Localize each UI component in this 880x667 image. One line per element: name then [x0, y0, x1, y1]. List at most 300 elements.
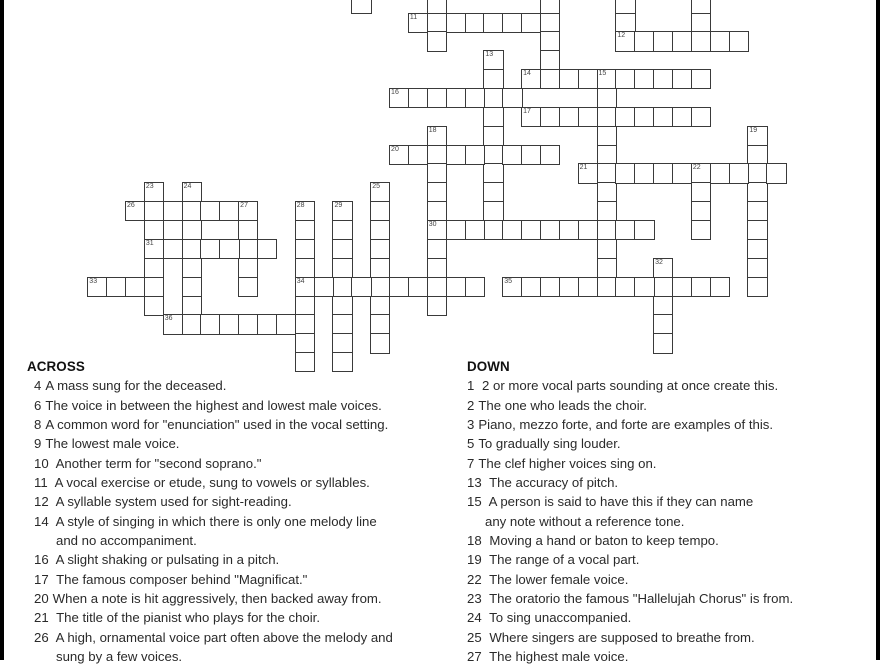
crossword-cell[interactable] [521, 13, 541, 33]
across-clue [27, 473, 447, 492]
across-clue [27, 589, 447, 608]
crossword-cell[interactable] [540, 220, 560, 240]
crossword-cell[interactable] [427, 296, 447, 316]
down-clue [467, 492, 867, 531]
crossword-cell[interactable] [540, 69, 560, 89]
crossword-cell[interactable] [163, 239, 183, 259]
clue-number: 11 [409, 13, 418, 21]
clue-number: 22 [467, 571, 482, 587]
down-clue [467, 628, 867, 647]
clue-text: A common word for "enunciation" used in the vocal setting. [45, 417, 389, 433]
clue-number: 13 [485, 51, 494, 59]
crossword-cell[interactable] [521, 220, 541, 240]
crossword-cell[interactable] [540, 277, 560, 297]
crossword-cell[interactable] [521, 107, 541, 127]
crossword-cell[interactable] [144, 258, 164, 278]
clue-number: 27 [240, 202, 248, 210]
clue-text: Another term for "second soprano." [52, 455, 262, 471]
crossword-cell[interactable] [200, 239, 220, 259]
crossword-cell[interactable] [238, 201, 258, 221]
crossword-cell[interactable] [144, 182, 164, 202]
crossword-cell[interactable] [578, 163, 598, 183]
crossword-cell[interactable] [370, 239, 390, 259]
crossword-cell[interactable] [276, 314, 296, 334]
crossword-cell[interactable] [238, 239, 258, 259]
crossword-cell[interactable] [370, 296, 390, 316]
clue-number: 36 [164, 315, 173, 323]
crossword-cell[interactable] [144, 239, 164, 259]
crossword-cell[interactable] [615, 107, 635, 127]
crossword-cell[interactable] [540, 13, 560, 33]
clue-text: A vocal exercise or etude, sung to vowels or syllables. [51, 475, 370, 491]
crossword-cell[interactable] [597, 277, 617, 297]
crossword-cell[interactable] [559, 69, 579, 89]
clue-number: 17 [523, 107, 531, 115]
crossword-cell[interactable] [540, 145, 560, 165]
down-clue [467, 550, 867, 569]
crossword-cell[interactable] [710, 163, 730, 183]
clue-number: 10 [34, 455, 49, 471]
crossword-cell[interactable] [729, 31, 749, 51]
clue-text: To gradually sing louder. [478, 436, 621, 452]
across-clue [27, 570, 447, 589]
crossword-cell[interactable] [370, 220, 390, 240]
clue-text: The one who leads the choir. [478, 397, 647, 413]
crossword-cell[interactable] [389, 277, 409, 297]
crossword-cell[interactable] [653, 314, 673, 334]
crossword-cell[interactable] [408, 145, 428, 165]
crossword-cell[interactable] [200, 314, 220, 334]
clue-number: 24 [183, 183, 192, 191]
clue-number: 1 [467, 378, 475, 394]
clue-text: The title of the pianist who plays for the choir. [52, 610, 320, 626]
crossword-cell[interactable] [653, 277, 673, 297]
crossword-cell[interactable] [747, 145, 767, 165]
crossword-cell[interactable] [747, 258, 767, 278]
crossword-cell[interactable] [653, 31, 673, 51]
crossword-cell[interactable] [125, 277, 145, 297]
crossword-cell[interactable] [483, 145, 503, 165]
crossword-cell[interactable] [747, 239, 767, 259]
crossword-cell[interactable] [521, 145, 541, 165]
across-heading: ACROSS [27, 359, 85, 374]
clue-number: 3 [467, 417, 475, 433]
crossword-cell[interactable] [672, 31, 692, 51]
crossword-cell[interactable] [672, 277, 692, 297]
across-clue [27, 396, 447, 415]
crossword-cell[interactable] [747, 201, 767, 221]
crossword-cell[interactable] [427, 239, 447, 259]
crossword-cell[interactable] [125, 201, 145, 221]
crossword-cell[interactable] [238, 277, 258, 297]
crossword-cell[interactable] [710, 277, 730, 297]
crossword-cell[interactable] [615, 13, 635, 33]
crossword-cell[interactable] [597, 182, 617, 202]
crossword-cell[interactable] [672, 163, 692, 183]
crossword-cell[interactable] [615, 69, 635, 89]
clue-number: 15 [467, 494, 482, 510]
crossword-cell[interactable] [483, 182, 503, 202]
crossword-cell[interactable] [257, 314, 277, 334]
clue-number: 28 [296, 202, 305, 210]
down-clue [467, 396, 867, 415]
crossword-cell[interactable] [332, 220, 352, 240]
clue-number: 23 [467, 591, 482, 607]
crossword-cell[interactable] [521, 277, 541, 297]
crossword-cell[interactable] [446, 277, 466, 297]
crossword-cell[interactable] [691, 182, 711, 202]
clue-text: The lower female voice. [485, 571, 629, 587]
clue-number: 24 [467, 610, 482, 626]
clue-number: 23 [145, 183, 154, 191]
crossword-cell[interactable] [615, 163, 635, 183]
crossword-cell[interactable] [163, 201, 183, 221]
crossword-cell[interactable] [370, 201, 390, 221]
clue-number: 33 [89, 277, 98, 285]
down-heading: DOWN [467, 359, 510, 374]
crossword-cell[interactable] [653, 258, 673, 278]
crossword-cell[interactable] [691, 277, 711, 297]
crossword-cell[interactable] [483, 126, 503, 146]
crossword-cell[interactable] [295, 239, 315, 259]
crossword-cell[interactable] [634, 31, 654, 51]
down-clue [467, 608, 867, 627]
down-clue [467, 473, 867, 492]
crossword-cell[interactable] [502, 13, 522, 33]
crossword-cell[interactable] [87, 277, 107, 297]
crossword-cell[interactable] [597, 88, 617, 108]
crossword-cell[interactable] [219, 314, 239, 334]
crossword-cell[interactable] [332, 277, 352, 297]
crossword-cell[interactable] [427, 163, 447, 183]
crossword-cell[interactable] [427, 258, 447, 278]
crossword-cell[interactable] [653, 333, 673, 353]
crossword-cell[interactable] [370, 182, 390, 202]
crossword-cell[interactable] [427, 31, 447, 51]
crossword-cell[interactable] [182, 277, 202, 297]
crossword-cell[interactable] [238, 258, 258, 278]
crossword-cell[interactable] [691, 69, 711, 89]
clue-number: 4 [34, 378, 42, 394]
clue-text: The lowest male voice. [45, 436, 180, 452]
crossword-cell[interactable] [446, 145, 466, 165]
clue-number: 12 [617, 32, 626, 40]
down-clue [467, 454, 867, 473]
clue-number: 12 [34, 494, 49, 510]
clue-number: 21 [579, 164, 588, 172]
crossword-cell[interactable] [597, 145, 617, 165]
clue-number: 32 [655, 258, 663, 266]
crossword-cell[interactable] [465, 13, 485, 33]
crossword-cell[interactable] [634, 107, 654, 127]
down-clue [467, 376, 867, 395]
clue-text: The clef higher voices sing on. [478, 455, 657, 471]
crossword-cell[interactable] [597, 126, 617, 146]
crossword-cell[interactable] [427, 126, 447, 146]
crossword-cell[interactable] [747, 126, 767, 146]
crossword-cell[interactable] [295, 333, 315, 353]
crossword-cell[interactable] [634, 220, 654, 240]
across-clues [27, 357, 447, 667]
crossword-cell[interactable] [295, 314, 315, 334]
clue-number: 16 [34, 552, 49, 568]
clue-number: 20 [391, 145, 399, 153]
clue-text: A high, ornamental voice part often above the melody and [52, 629, 393, 645]
clue-number: 15 [598, 70, 607, 78]
down-clue [467, 415, 867, 434]
crossword-cell[interactable] [332, 296, 352, 316]
crossword-cell[interactable] [182, 239, 202, 259]
across-clue [27, 492, 447, 511]
crossword-cell[interactable] [483, 88, 503, 108]
crossword-cell[interactable] [483, 13, 503, 33]
crossword-cell[interactable] [314, 277, 334, 297]
clue-number: 31 [145, 239, 154, 247]
crossword-cell[interactable] [332, 201, 352, 221]
crossword-cell[interactable] [578, 277, 598, 297]
crossword-cell[interactable] [672, 69, 692, 89]
crossword-cell[interactable] [672, 107, 692, 127]
crossword-cell[interactable] [502, 145, 522, 165]
clue-number: 2 [467, 397, 475, 413]
crossword-cell[interactable] [257, 239, 277, 259]
crossword-cell[interactable] [408, 277, 428, 297]
down-clue [467, 434, 867, 453]
crossword-cell[interactable] [446, 88, 466, 108]
crossword-cell[interactable] [219, 239, 239, 259]
clue-number: 7 [467, 455, 475, 471]
clue-text: A style of singing in which there is only one melody line [52, 513, 377, 529]
crossword-cell[interactable] [578, 69, 598, 89]
crossword-cell[interactable] [427, 220, 447, 240]
crossword-cell[interactable] [332, 239, 352, 259]
crossword-cell[interactable] [427, 182, 447, 202]
crossword-cell[interactable] [106, 277, 126, 297]
crossword-cell[interactable] [691, 163, 711, 183]
clue-text: 2 or more vocal parts sounding at once create this. [478, 378, 779, 394]
down-clue [467, 589, 867, 608]
clue-text: When a note is hit aggressively, then backed away from. [52, 591, 382, 607]
crossword-cell[interactable] [389, 88, 409, 108]
crossword-cell[interactable] [615, 277, 635, 297]
crossword-cell[interactable] [465, 277, 485, 297]
clue-number: 35 [504, 277, 513, 285]
crossword-cell[interactable] [578, 220, 598, 240]
crossword-cell[interactable] [597, 163, 617, 183]
crossword-cell[interactable] [540, 50, 560, 70]
crossword-cell[interactable] [144, 220, 164, 240]
across-clue [27, 415, 447, 434]
crossword-cell[interactable] [559, 277, 579, 297]
clue-text: Moving a hand or baton to keep tempo. [485, 533, 719, 549]
clue-text: The highest male voice. [485, 649, 629, 665]
crossword-cell[interactable] [483, 220, 503, 240]
clue-number: 22 [692, 164, 701, 172]
clue-text-continued: and no accompaniment. [56, 533, 197, 549]
clue-number: 5 [467, 436, 475, 452]
clue-text-continued: sung by a few voices. [56, 649, 183, 665]
crossword-cell[interactable] [182, 314, 202, 334]
crossword-cell[interactable] [691, 220, 711, 240]
crossword-cell[interactable] [182, 201, 202, 221]
crossword-cell[interactable] [597, 220, 617, 240]
crossword-cell[interactable] [483, 69, 503, 89]
crossword-cell[interactable] [691, 31, 711, 51]
crossword-cell[interactable] [465, 145, 485, 165]
crossword-cell[interactable] [615, 220, 635, 240]
crossword-cell[interactable] [370, 314, 390, 334]
crossword-cell[interactable] [502, 277, 522, 297]
crossword-cell[interactable] [502, 220, 522, 240]
crossword-cell[interactable] [446, 13, 466, 33]
across-clue [27, 454, 447, 473]
crossword-cell[interactable] [747, 182, 767, 202]
clue-number: 25 [467, 629, 482, 645]
crossword-cell[interactable] [370, 277, 390, 297]
crossword-cell[interactable] [710, 31, 730, 51]
crossword-cell[interactable] [446, 220, 466, 240]
crossword-cell[interactable] [483, 50, 503, 70]
crossword-cell[interactable] [465, 220, 485, 240]
crossword-cell[interactable] [634, 163, 654, 183]
crossword-cell[interactable] [238, 220, 258, 240]
crossword-cell[interactable] [332, 258, 352, 278]
crossword-cell[interactable] [597, 258, 617, 278]
clue-number: 19 [749, 126, 758, 134]
crossword-cell[interactable] [747, 220, 767, 240]
crossword-cell[interactable] [427, 201, 447, 221]
crossword-cell[interactable] [182, 182, 202, 202]
across-clue [27, 512, 447, 551]
crossword-cell[interactable] [144, 201, 164, 221]
crossword-cell[interactable] [408, 13, 428, 33]
clue-text-continued: any note without a reference tone. [485, 513, 685, 529]
crossword-cell[interactable] [597, 107, 617, 127]
crossword-cell[interactable] [691, 13, 711, 33]
crossword-cell[interactable] [295, 258, 315, 278]
crossword-cell[interactable] [182, 220, 202, 240]
crossword-cell[interactable] [540, 107, 560, 127]
down-clue-list [467, 376, 867, 666]
crossword-cell[interactable] [427, 277, 447, 297]
crossword-cell[interactable] [163, 314, 183, 334]
crossword-cell[interactable] [427, 88, 447, 108]
crossword-cell[interactable] [370, 333, 390, 353]
crossword-cell[interactable] [729, 163, 749, 183]
crossword-cell[interactable] [200, 201, 220, 221]
crossword-cell[interactable] [615, 31, 635, 51]
crossword-cell[interactable] [597, 69, 617, 89]
crossword-cell[interactable] [634, 277, 654, 297]
crossword-cell[interactable] [483, 107, 503, 127]
crossword-cell[interactable] [427, 13, 447, 33]
clue-number: 6 [34, 397, 42, 413]
across-clue [27, 608, 447, 627]
crossword-cell[interactable] [389, 145, 409, 165]
crossword-cell[interactable] [332, 333, 352, 353]
clue-number: 8 [34, 417, 42, 433]
clue-text: The accuracy of pitch. [485, 475, 619, 491]
crossword-cell[interactable] [691, 107, 711, 127]
down-clues [467, 357, 867, 667]
clue-number: 16 [391, 89, 399, 97]
crossword-cell[interactable] [238, 314, 258, 334]
crossword-cell[interactable] [483, 201, 503, 221]
clue-text: A mass sung for the deceased. [45, 378, 227, 394]
crossword-cell[interactable] [540, 31, 560, 51]
crossword-cell[interactable] [351, 277, 371, 297]
crossword-cell[interactable] [295, 201, 315, 221]
crossword-cell[interactable] [653, 69, 673, 89]
crossword-cell[interactable] [634, 69, 654, 89]
down-clue [467, 531, 867, 550]
crossword-cell[interactable] [559, 107, 579, 127]
crossword-cell[interactable] [653, 107, 673, 127]
clue-number: 18 [428, 126, 437, 134]
crossword-cell[interactable] [578, 107, 598, 127]
clue-number: 9 [34, 436, 42, 452]
crossword-cell[interactable] [295, 220, 315, 240]
clue-text: The voice in between the highest and lowest male voices. [45, 397, 382, 413]
clue-number: 21 [34, 610, 49, 626]
crossword-cell[interactable] [766, 163, 786, 183]
crossword-cell[interactable] [747, 277, 767, 297]
crossword-cell[interactable] [295, 296, 315, 316]
down-clue [467, 570, 867, 589]
crossword-cell[interactable] [502, 88, 522, 108]
clue-text: A slight shaking or pulsating in a pitch. [52, 552, 280, 568]
crossword-cell[interactable] [597, 239, 617, 259]
clue-text: A person is said to have this if they can name [485, 494, 754, 510]
crossword-cell[interactable] [427, 145, 447, 165]
crossword-cell[interactable] [653, 163, 673, 183]
clue-text: To sing unaccompanied. [485, 610, 632, 626]
down-clue [467, 647, 867, 666]
across-clue [27, 628, 447, 667]
across-clue [27, 434, 447, 453]
clue-number: 25 [372, 183, 380, 191]
crossword-cell[interactable] [691, 201, 711, 221]
across-clue [27, 550, 447, 569]
crossword-cell[interactable] [653, 296, 673, 316]
crossword-cell[interactable] [370, 258, 390, 278]
crossword-cell[interactable] [597, 201, 617, 221]
clue-number: 13 [467, 475, 482, 491]
clue-number: 29 [334, 202, 343, 210]
crossword-cell[interactable] [483, 163, 503, 183]
crossword-cell[interactable] [351, 0, 371, 14]
crossword-cell[interactable] [144, 277, 164, 297]
crossword-cell[interactable] [295, 277, 315, 297]
clue-number: 30 [428, 221, 437, 229]
clue-number: 26 [127, 202, 135, 210]
crossword-cell[interactable] [182, 296, 202, 316]
crossword-cell[interactable] [182, 258, 202, 278]
crossword-cell[interactable] [559, 220, 579, 240]
crossword-cell[interactable] [219, 201, 239, 221]
crossword-cell[interactable] [747, 163, 767, 183]
crossword-cell[interactable] [465, 88, 485, 108]
crossword-cell[interactable] [408, 88, 428, 108]
crossword-cell[interactable] [521, 69, 541, 89]
clue-text: The oratorio the famous "Hallelujah Chorus" is from. [485, 591, 794, 607]
crossword-cell[interactable] [144, 296, 164, 316]
crossword-cell[interactable] [332, 314, 352, 334]
clue-number: 26 [34, 629, 49, 645]
clue-number: 20 [34, 591, 49, 607]
clue-number: 14 [34, 513, 49, 529]
clue-text: The range of a vocal part. [485, 552, 640, 568]
